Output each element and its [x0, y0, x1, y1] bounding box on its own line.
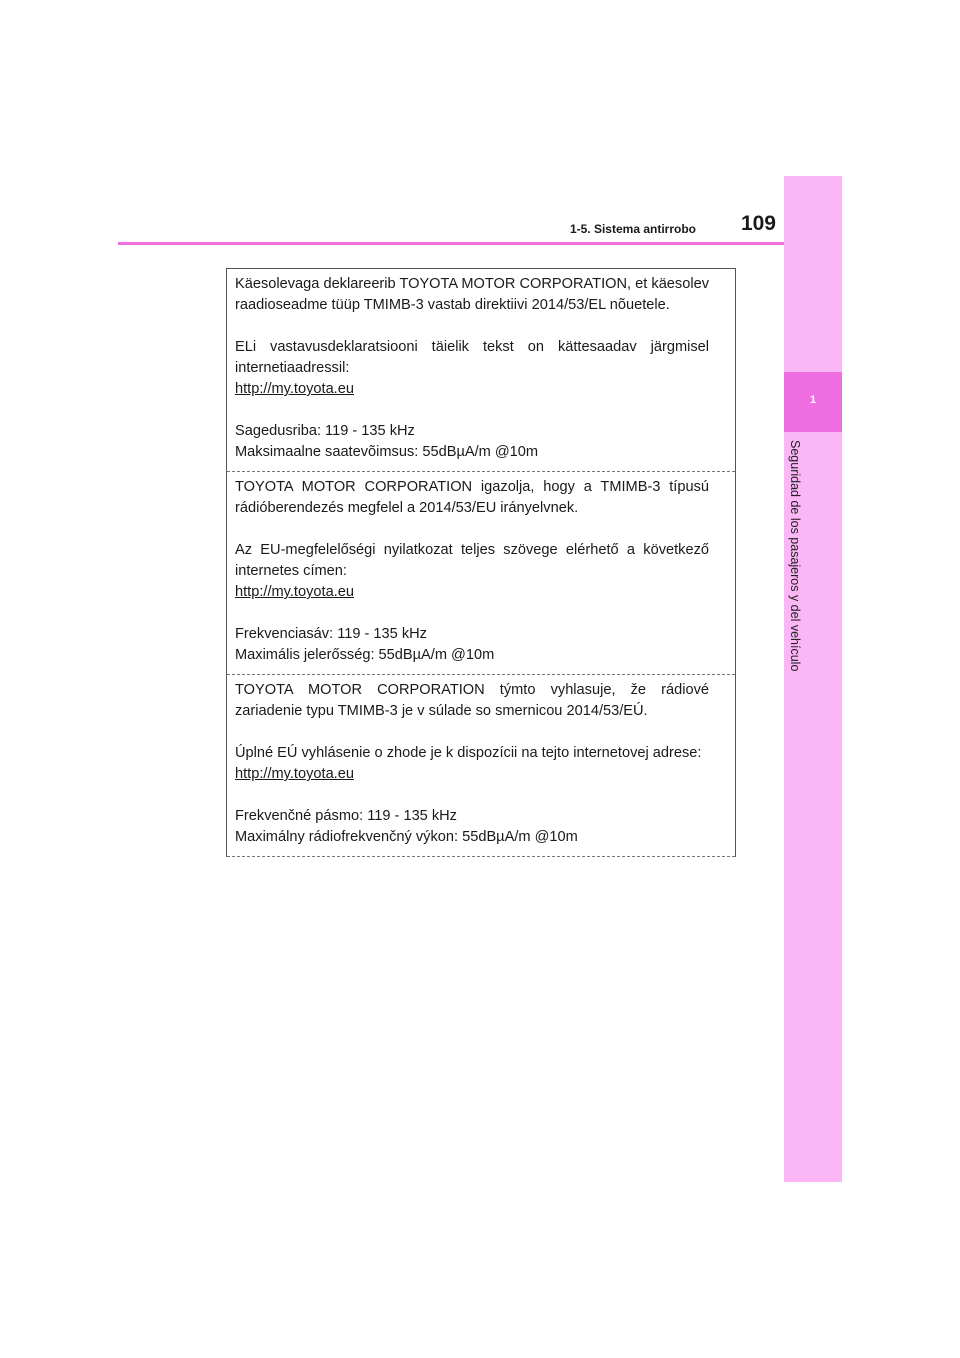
frequency-text: Frekvenciasáv: 119 - 135 kHz	[235, 626, 427, 642]
availability-text: Úplné EÚ vyhlásenie o zhode je k dispozícii na tejto internetovej adrese:	[235, 745, 702, 761]
chapter-title: Seguridad de los pasajeros y del vehículo	[788, 440, 802, 672]
declaration-block-hungarian	[227, 472, 735, 674]
availability-text: ELi vastavusdeklaratsiooni täielik tekst on kättesaadav järgmisel internetiaadressil:	[235, 339, 709, 376]
section-title: 1-5. Sistema antirrobo	[569, 222, 696, 236]
frequency-text: Frekvenčné pásmo: 119 - 135 kHz	[235, 808, 457, 824]
box-bottom-border	[227, 856, 735, 857]
declaration-block-slovak	[227, 675, 735, 856]
declaration-block-estonian	[227, 269, 735, 471]
declaration-text: TOYOTA MOTOR CORPORATION týmto vyhlasuje, že rádiové zariadenie typu TMIMB-3 je v súlade so smernicou 2014/53/EÚ.	[235, 682, 709, 719]
max-power-text: Maksimaalne saatevõimsus: 55dBµA/m @10m	[235, 444, 539, 460]
chapter-number: 1	[809, 394, 817, 406]
declaration-text: TOYOTA MOTOR CORPORATION igazolja, hogy a TMIMB-3 típusú rádióberendezés megfelel a 2014/53/EU irányelvnek.	[235, 479, 709, 516]
max-power-text: Maximális jelerősség: 55dBµA/m @10m	[235, 647, 495, 663]
chapter-marker	[784, 372, 842, 432]
max-power-text: Maximálny rádiofrekvenčný výkon: 55dBµA/m @10m	[235, 829, 578, 845]
declaration-text: Käesolevaga deklareerib TOYOTA MOTOR CORPORATION, et käesolev raadioseadme tüüp TMIMB-3 vastab direktiivi 2014/53/EL nõuetele.	[235, 276, 709, 313]
header-rule	[118, 242, 784, 245]
page-number: 109	[740, 212, 776, 235]
toyota-url-link[interactable]: http://my.toyota.eu	[235, 381, 354, 397]
declaration-box	[226, 268, 736, 857]
availability-text: Az EU-megfelelőségi nyilatkozat teljes szövege elérhető a következő internetes címen:	[235, 542, 709, 579]
frequency-text: Sagedusriba: 119 - 135 kHz	[235, 423, 415, 439]
toyota-url-link[interactable]: http://my.toyota.eu	[235, 584, 354, 600]
toyota-url-link[interactable]: http://my.toyota.eu	[235, 766, 354, 782]
